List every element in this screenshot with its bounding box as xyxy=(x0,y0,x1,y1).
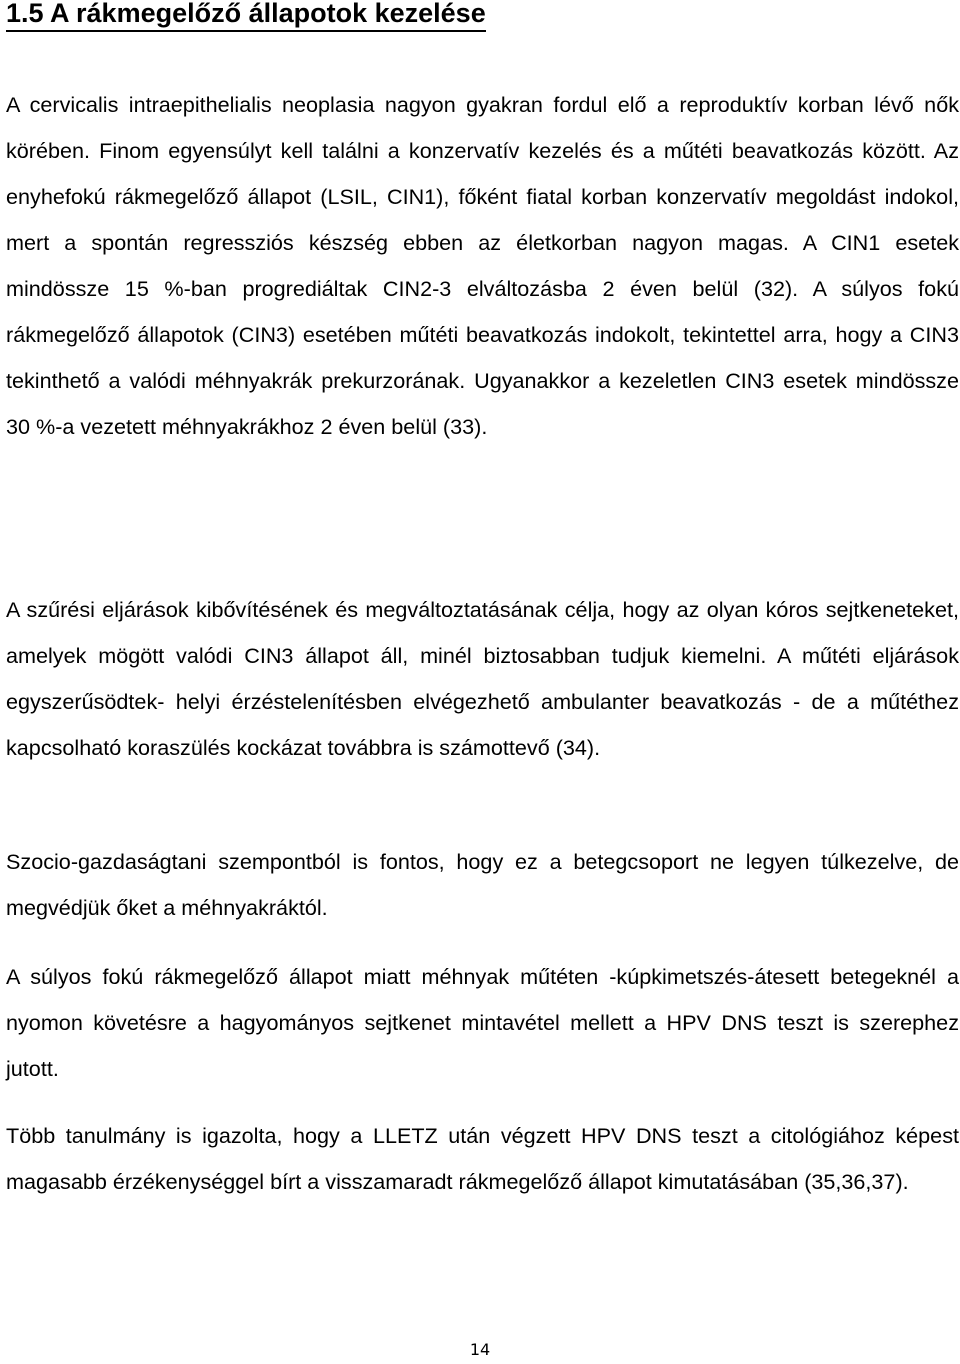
paragraph-cin-treatment: A cervicalis intraepithelialis neoplasia nagyon gyakran fordul elő a reproduktív korban lévő nők körében. Finom egyensúlyt kell találni a konzervatív kezelés és a műtéti beavatkozás között. Az enyhefokú rákmegelőző állapot (LSIL, CIN1), főként fiatal korban konzervatív megoldást indokol, mert a spontán regressziós készség ebben az életkorban nagyon magas. A CIN1 esetek mindössze 15 %-ban progrediáltak CIN2-3 elváltozásba 2 éven belül (32). A súlyos fokú rákmegelőző állapotok (CIN3) esetében műtéti beavatkozás indokolt, tekintettel arra, hogy a CIN3 tekinthető a valódi méhnyakrák prekurzorának. Ugyanakkor a kezeletlen CIN3 esetek mindössze 30 %-a vezetett méhnyakrákhoz 2 éven belül (33). xyxy=(6,92,959,439)
paragraph-screening: A szűrési eljárások kibővítésének és megváltoztatásának célja, hogy az olyan kóros sejtkeneteket, amelyek mögött valódi CIN3 állapot áll, minél biztosabban tudjuk kiemelni. A műtéti eljárások egyszerűsödtek- helyi érzéstelenítésben elvégezhető ambulanter beavatkozás - de a műtéthez kapcsolható koraszülés kockázat továbbra is számottevő (34). xyxy=(6,597,959,760)
page-number: 14 xyxy=(469,1340,491,1359)
section-heading: 1.5 A rákmegelőző állapotok kezelése xyxy=(6,0,486,32)
paragraph-socioeconomic: Szocio-gazdaságtani szempontból is fontos, hogy ez a betegcsoport ne legyen túlkezelve, de megvédjük őket a méhnyakráktól. xyxy=(6,849,959,920)
paragraph-follow-up: A súlyos fokú rákmegelőző állapot miatt méhnyak műtéten -kúpkimetszés-átesett betegeknél a nyomon követésre a hagyományos sejtkenet mintavétel mellett a HPV DNS teszt is szerephez jutott. xyxy=(6,964,959,1081)
paragraph-studies: Több tanulmány is igazolta, hogy a LLETZ után végzett HPV DNS teszt a citológiához képest magasabb érzékenységgel bírt a visszamaradt rákmegelőző állapot kimutatásában (35,36,37). xyxy=(6,1123,959,1194)
